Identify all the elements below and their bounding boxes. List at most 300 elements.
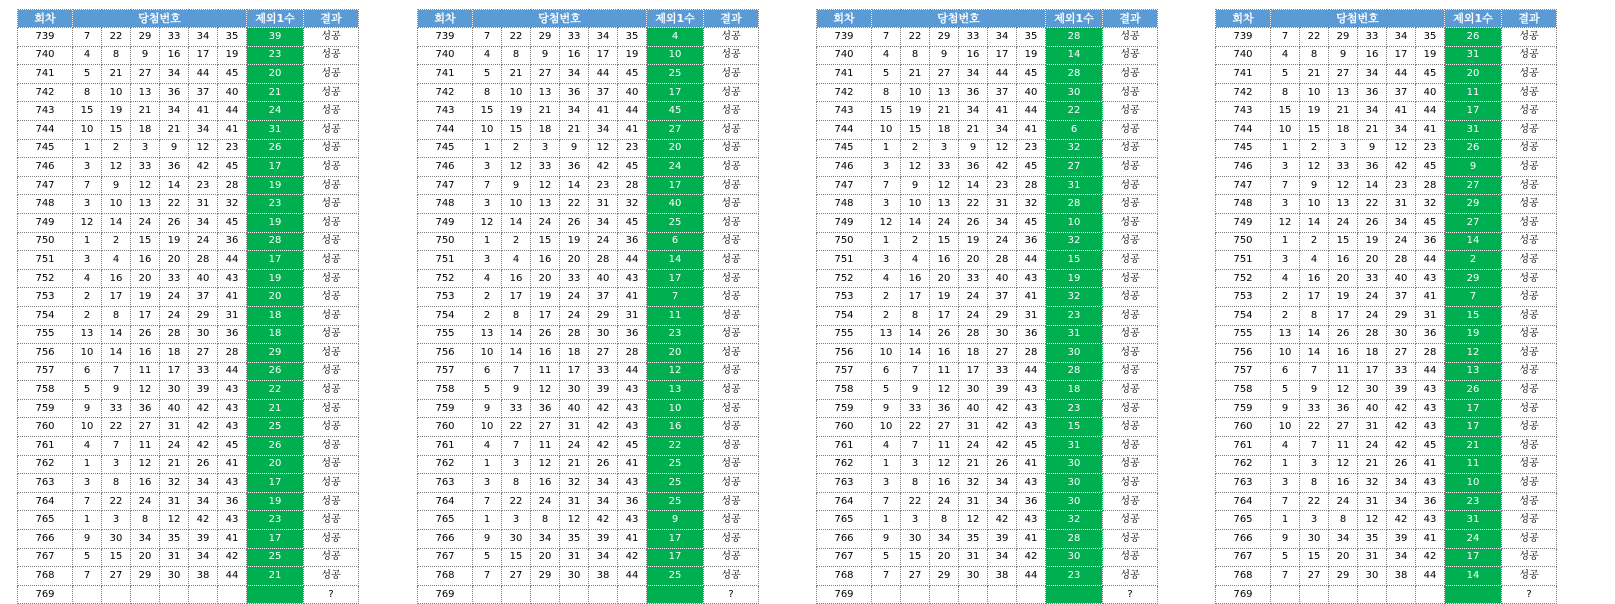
result-cell[interactable]: 성공	[704, 548, 759, 567]
number-cell[interactable]: 12	[1271, 213, 1300, 232]
number-cell[interactable]: 28	[1358, 325, 1387, 344]
number-cell[interactable]: 36	[160, 83, 189, 102]
number-cell[interactable]: 34	[1387, 120, 1416, 139]
number-cell[interactable]: 27	[131, 65, 160, 84]
result-cell[interactable]: 성공	[304, 232, 359, 251]
result-cell[interactable]: 성공	[304, 492, 359, 511]
number-cell[interactable]: 7	[73, 567, 102, 586]
number-cell[interactable]: 36	[1358, 83, 1387, 102]
result-cell[interactable]: 성공	[1502, 474, 1557, 493]
round-cell[interactable]: 755	[1216, 325, 1271, 344]
number-cell[interactable]: 14	[1300, 213, 1329, 232]
number-cell[interactable]: 45	[218, 437, 247, 456]
exclude-cell[interactable]: 17	[647, 530, 704, 549]
round-cell[interactable]: 765	[18, 511, 73, 530]
number-cell[interactable]: 28	[988, 251, 1017, 270]
result-cell[interactable]: 성공	[1502, 306, 1557, 325]
result-cell[interactable]: 성공	[1502, 83, 1557, 102]
number-cell[interactable]	[131, 585, 160, 604]
round-cell[interactable]: 746	[418, 158, 473, 177]
number-cell[interactable]: 24	[131, 492, 160, 511]
exclude-cell[interactable]: 28	[1046, 65, 1103, 84]
number-cell[interactable]: 34	[1387, 492, 1416, 511]
result-cell[interactable]: ?	[304, 585, 359, 604]
round-cell[interactable]: 760	[1216, 418, 1271, 437]
exclude-cell[interactable]: 39	[247, 28, 304, 47]
result-cell[interactable]: 성공	[304, 28, 359, 47]
number-cell[interactable]: 13	[473, 325, 502, 344]
exclude-cell[interactable]: 20	[1445, 65, 1502, 84]
number-cell[interactable]: 9	[930, 46, 959, 65]
round-cell[interactable]: 756	[418, 344, 473, 363]
round-cell[interactable]: 764	[1216, 492, 1271, 511]
exclude-cell[interactable]: 23	[247, 511, 304, 530]
exclude-cell[interactable]: 23	[1046, 399, 1103, 418]
result-cell[interactable]: 성공	[1502, 418, 1557, 437]
number-cell[interactable]: 39	[189, 530, 218, 549]
number-cell[interactable]: 17	[560, 362, 589, 381]
number-cell[interactable]: 34	[1329, 530, 1358, 549]
result-cell[interactable]: 성공	[304, 344, 359, 363]
number-cell[interactable]: 31	[1017, 306, 1046, 325]
number-cell[interactable]: 13	[1329, 195, 1358, 214]
number-cell[interactable]: 3	[473, 195, 502, 214]
exclude-cell[interactable]: 17	[247, 158, 304, 177]
round-cell[interactable]: 760	[418, 418, 473, 437]
number-cell[interactable]: 41	[1387, 102, 1416, 121]
number-cell[interactable]: 43	[618, 511, 647, 530]
number-cell[interactable]: 40	[160, 399, 189, 418]
number-cell[interactable]: 20	[131, 548, 160, 567]
number-cell[interactable]: 42	[189, 418, 218, 437]
round-cell[interactable]: 767	[418, 548, 473, 567]
number-cell[interactable]: 11	[930, 362, 959, 381]
number-cell[interactable]: 13	[531, 195, 560, 214]
number-cell[interactable]: 26	[1329, 325, 1358, 344]
number-cell[interactable]: 7	[502, 362, 531, 381]
number-cell[interactable]: 3	[872, 474, 901, 493]
result-cell[interactable]: 성공	[1103, 251, 1158, 270]
result-cell[interactable]: 성공	[304, 455, 359, 474]
result-cell[interactable]: 성공	[304, 65, 359, 84]
number-cell[interactable]: 35	[218, 28, 247, 47]
result-cell[interactable]: 성공	[704, 399, 759, 418]
round-cell[interactable]: 741	[1216, 65, 1271, 84]
number-cell[interactable]: 16	[901, 269, 930, 288]
number-cell[interactable]: 11	[1329, 437, 1358, 456]
number-cell[interactable]: 28	[618, 176, 647, 195]
number-cell[interactable]: 4	[1271, 46, 1300, 65]
number-cell[interactable]: 39	[988, 381, 1017, 400]
number-cell[interactable]: 2	[502, 232, 531, 251]
number-cell[interactable]: 8	[502, 46, 531, 65]
round-cell[interactable]: 745	[18, 139, 73, 158]
number-cell[interactable]: 42	[988, 399, 1017, 418]
number-cell[interactable]: 36	[218, 492, 247, 511]
number-cell[interactable]: 30	[1358, 567, 1387, 586]
number-cell[interactable]: 6	[1271, 362, 1300, 381]
number-cell[interactable]: 18	[930, 120, 959, 139]
number-cell[interactable]: 7	[473, 176, 502, 195]
number-cell[interactable]: 40	[560, 399, 589, 418]
number-cell[interactable]: 17	[988, 46, 1017, 65]
number-cell[interactable]: 24	[1358, 306, 1387, 325]
number-cell[interactable]: 12	[531, 176, 560, 195]
number-cell[interactable]: 22	[102, 28, 131, 47]
number-cell[interactable]: 44	[1416, 251, 1445, 270]
number-cell[interactable]: 36	[1017, 325, 1046, 344]
number-cell[interactable]: 12	[930, 176, 959, 195]
number-cell[interactable]: 2	[73, 306, 102, 325]
round-cell[interactable]: 757	[817, 362, 872, 381]
number-cell[interactable]: 14	[901, 213, 930, 232]
number-cell[interactable]: 43	[618, 269, 647, 288]
exclude-cell[interactable]: 13	[1445, 362, 1502, 381]
round-cell[interactable]: 758	[18, 381, 73, 400]
number-cell[interactable]: 5	[1271, 381, 1300, 400]
number-cell[interactable]: 40	[189, 269, 218, 288]
number-cell[interactable]: 8	[102, 46, 131, 65]
exclude-cell[interactable]: 18	[247, 325, 304, 344]
number-cell[interactable]: 29	[189, 306, 218, 325]
round-cell[interactable]: 759	[817, 399, 872, 418]
number-cell[interactable]: 1	[473, 455, 502, 474]
result-cell[interactable]: 성공	[304, 530, 359, 549]
number-cell[interactable]: 40	[1358, 399, 1387, 418]
number-cell[interactable]: 16	[930, 344, 959, 363]
number-cell[interactable]: 8	[901, 474, 930, 493]
number-cell[interactable]: 31	[560, 418, 589, 437]
number-cell[interactable]: 34	[589, 120, 618, 139]
number-cell[interactable]: 15	[73, 102, 102, 121]
number-cell[interactable]: 45	[618, 213, 647, 232]
round-cell[interactable]: 766	[18, 530, 73, 549]
number-cell[interactable]: 7	[1271, 176, 1300, 195]
number-cell[interactable]	[1300, 585, 1329, 604]
number-cell[interactable]: 17	[1329, 306, 1358, 325]
number-cell[interactable]: 14	[1358, 176, 1387, 195]
number-cell[interactable]: 5	[872, 381, 901, 400]
number-cell[interactable]: 34	[189, 474, 218, 493]
number-cell[interactable]: 23	[189, 176, 218, 195]
number-cell[interactable]: 29	[589, 306, 618, 325]
number-cell[interactable]: 4	[901, 251, 930, 270]
exclude-cell[interactable]: 17	[1445, 399, 1502, 418]
number-cell[interactable]: 12	[189, 139, 218, 158]
number-cell[interactable]: 22	[102, 418, 131, 437]
number-cell[interactable]: 5	[473, 381, 502, 400]
exclude-cell[interactable]: 30	[1046, 83, 1103, 102]
number-cell[interactable]: 4	[73, 269, 102, 288]
number-cell[interactable]: 24	[531, 213, 560, 232]
exclude-cell[interactable]: 31	[1445, 120, 1502, 139]
number-cell[interactable]: 11	[930, 437, 959, 456]
number-cell[interactable]: 34	[1387, 474, 1416, 493]
number-cell[interactable]: 34	[160, 65, 189, 84]
number-cell[interactable]: 27	[189, 344, 218, 363]
number-cell[interactable]: 44	[218, 251, 247, 270]
number-cell[interactable]: 2	[1300, 232, 1329, 251]
number-cell[interactable]: 4	[1271, 437, 1300, 456]
exclude-cell[interactable]: 21	[1445, 437, 1502, 456]
number-cell[interactable]: 8	[102, 474, 131, 493]
number-cell[interactable]	[959, 585, 988, 604]
number-cell[interactable]: 34	[589, 548, 618, 567]
result-cell[interactable]: 성공	[1103, 511, 1158, 530]
number-cell[interactable]: 12	[102, 158, 131, 177]
number-cell[interactable]: 27	[1329, 418, 1358, 437]
exclude-cell[interactable]: 4	[647, 28, 704, 47]
round-cell[interactable]: 762	[1216, 455, 1271, 474]
number-cell[interactable]: 14	[1300, 325, 1329, 344]
number-cell[interactable]: 45	[1416, 158, 1445, 177]
exclude-cell[interactable]: 24	[647, 158, 704, 177]
number-cell[interactable]: 35	[160, 530, 189, 549]
number-cell[interactable]: 34	[189, 213, 218, 232]
number-cell[interactable]: 29	[1387, 306, 1416, 325]
number-cell[interactable]: 14	[102, 325, 131, 344]
number-cell[interactable]	[189, 585, 218, 604]
number-cell[interactable]: 44	[1416, 362, 1445, 381]
round-cell[interactable]: 753	[1216, 288, 1271, 307]
number-cell[interactable]: 30	[160, 567, 189, 586]
number-cell[interactable]: 33	[1300, 399, 1329, 418]
number-cell[interactable]: 44	[1017, 251, 1046, 270]
number-cell[interactable]: 34	[589, 28, 618, 47]
number-cell[interactable]: 7	[872, 176, 901, 195]
result-cell[interactable]: 성공	[304, 139, 359, 158]
number-cell[interactable]: 26	[988, 455, 1017, 474]
number-cell[interactable]: 44	[618, 102, 647, 121]
exclude-cell[interactable]: 32	[1046, 232, 1103, 251]
number-cell[interactable]: 26	[531, 325, 560, 344]
number-cell[interactable]: 2	[872, 306, 901, 325]
number-cell[interactable]: 15	[531, 232, 560, 251]
exclude-cell[interactable]: 10	[1445, 474, 1502, 493]
number-cell[interactable]: 7	[1300, 362, 1329, 381]
round-cell[interactable]: 739	[1216, 28, 1271, 47]
number-cell[interactable]: 10	[872, 418, 901, 437]
exclude-cell[interactable]: 17	[647, 548, 704, 567]
number-cell[interactable]: 14	[160, 176, 189, 195]
number-cell[interactable]: 19	[560, 232, 589, 251]
number-cell[interactable]: 1	[73, 455, 102, 474]
round-cell[interactable]: 764	[18, 492, 73, 511]
number-cell[interactable]: 19	[102, 102, 131, 121]
number-cell[interactable]	[73, 585, 102, 604]
result-cell[interactable]: ?	[1103, 585, 1158, 604]
number-cell[interactable]: 41	[1416, 530, 1445, 549]
round-cell[interactable]: 758	[817, 381, 872, 400]
number-cell[interactable]: 7	[872, 28, 901, 47]
number-cell[interactable]: 43	[218, 474, 247, 493]
number-cell[interactable]: 16	[560, 46, 589, 65]
round-cell[interactable]: 748	[817, 195, 872, 214]
exclude-cell[interactable]: 11	[1445, 83, 1502, 102]
round-cell[interactable]: 740	[1216, 46, 1271, 65]
exclude-cell[interactable]: 7	[1445, 288, 1502, 307]
number-cell[interactable]: 23	[618, 139, 647, 158]
number-cell[interactable]: 21	[131, 102, 160, 121]
number-cell[interactable]: 12	[901, 158, 930, 177]
exclude-cell[interactable]: 26	[1445, 28, 1502, 47]
number-cell[interactable]: 20	[131, 269, 160, 288]
number-cell[interactable]: 33	[502, 399, 531, 418]
round-cell[interactable]: 769	[18, 585, 73, 604]
number-cell[interactable]: 16	[959, 46, 988, 65]
number-cell[interactable]: 39	[189, 381, 218, 400]
number-cell[interactable]: 36	[131, 399, 160, 418]
number-cell[interactable]: 27	[1387, 344, 1416, 363]
number-cell[interactable]: 31	[218, 306, 247, 325]
number-cell[interactable]: 7	[872, 567, 901, 586]
number-cell[interactable]: 30	[901, 530, 930, 549]
exclude-cell[interactable]: 26	[1445, 139, 1502, 158]
number-cell[interactable]: 42	[189, 437, 218, 456]
number-cell[interactable]	[502, 585, 531, 604]
round-cell[interactable]: 751	[817, 251, 872, 270]
number-cell[interactable]: 22	[102, 492, 131, 511]
number-cell[interactable]: 4	[1300, 251, 1329, 270]
exclude-cell[interactable]: 15	[1046, 251, 1103, 270]
exclude-cell[interactable]: 32	[1046, 511, 1103, 530]
round-cell[interactable]: 753	[817, 288, 872, 307]
number-cell[interactable]: 42	[618, 548, 647, 567]
number-cell[interactable]: 28	[959, 325, 988, 344]
number-cell[interactable]: 32	[1358, 474, 1387, 493]
result-cell[interactable]: 성공	[1502, 492, 1557, 511]
number-cell[interactable]: 4	[473, 269, 502, 288]
result-cell[interactable]: 성공	[704, 530, 759, 549]
number-cell[interactable]: 16	[131, 251, 160, 270]
number-cell[interactable]: 43	[1017, 474, 1046, 493]
number-cell[interactable]: 41	[218, 455, 247, 474]
result-cell[interactable]: 성공	[1502, 530, 1557, 549]
result-cell[interactable]: 성공	[704, 269, 759, 288]
round-cell[interactable]: 739	[418, 28, 473, 47]
number-cell[interactable]: 4	[872, 437, 901, 456]
number-cell[interactable]: 4	[872, 269, 901, 288]
number-cell[interactable]: 12	[160, 511, 189, 530]
exclude-cell[interactable]: 6	[647, 232, 704, 251]
result-cell[interactable]: 성공	[1502, 455, 1557, 474]
number-cell[interactable]: 19	[502, 102, 531, 121]
number-cell[interactable]: 12	[131, 381, 160, 400]
number-cell[interactable]: 26	[560, 213, 589, 232]
number-cell[interactable]: 43	[218, 511, 247, 530]
result-cell[interactable]: 성공	[704, 455, 759, 474]
number-cell[interactable]: 26	[1358, 213, 1387, 232]
number-cell[interactable]: 28	[218, 176, 247, 195]
number-cell[interactable]	[531, 585, 560, 604]
number-cell[interactable]: 11	[131, 437, 160, 456]
number-cell[interactable]: 1	[872, 511, 901, 530]
exclude-cell[interactable]: 12	[647, 362, 704, 381]
number-cell[interactable]: 3	[1271, 195, 1300, 214]
round-cell[interactable]: 744	[817, 120, 872, 139]
number-cell[interactable]: 11	[1329, 362, 1358, 381]
number-cell[interactable]: 20	[959, 251, 988, 270]
number-cell[interactable]: 42	[589, 437, 618, 456]
number-cell[interactable]: 34	[589, 492, 618, 511]
exclude-cell[interactable]: 14	[647, 251, 704, 270]
number-cell[interactable]	[1387, 585, 1416, 604]
number-cell[interactable]: 8	[1300, 306, 1329, 325]
result-cell[interactable]: 성공	[704, 362, 759, 381]
number-cell[interactable]: 33	[1387, 362, 1416, 381]
result-cell[interactable]: 성공	[304, 288, 359, 307]
number-cell[interactable]: 44	[1387, 65, 1416, 84]
number-cell[interactable]: 9	[502, 176, 531, 195]
number-cell[interactable]: 43	[1416, 399, 1445, 418]
result-cell[interactable]: 성공	[304, 213, 359, 232]
exclude-cell[interactable]: 17	[647, 176, 704, 195]
result-cell[interactable]: 성공	[1502, 176, 1557, 195]
number-cell[interactable]: 20	[560, 251, 589, 270]
result-cell[interactable]: 성공	[1103, 46, 1158, 65]
number-cell[interactable]: 41	[218, 288, 247, 307]
number-cell[interactable]: 40	[959, 399, 988, 418]
result-cell[interactable]: 성공	[1103, 530, 1158, 549]
number-cell[interactable]: 15	[1300, 120, 1329, 139]
exclude-cell[interactable]: 11	[647, 306, 704, 325]
number-cell[interactable]: 1	[1271, 232, 1300, 251]
round-cell[interactable]: 743	[1216, 102, 1271, 121]
number-cell[interactable]	[102, 585, 131, 604]
number-cell[interactable]: 9	[473, 530, 502, 549]
result-cell[interactable]: 성공	[704, 567, 759, 586]
result-cell[interactable]: 성공	[1103, 362, 1158, 381]
exclude-cell[interactable]: 31	[1046, 176, 1103, 195]
number-cell[interactable]: 14	[901, 344, 930, 363]
number-cell[interactable]: 30	[988, 325, 1017, 344]
number-cell[interactable]: 44	[618, 567, 647, 586]
round-cell[interactable]: 746	[1216, 158, 1271, 177]
number-cell[interactable]: 7	[1271, 492, 1300, 511]
number-cell[interactable]: 42	[1416, 548, 1445, 567]
exclude-cell[interactable]: 27	[1445, 213, 1502, 232]
number-cell[interactable]: 19	[531, 288, 560, 307]
number-cell[interactable]: 43	[1017, 399, 1046, 418]
round-cell[interactable]: 768	[418, 567, 473, 586]
number-cell[interactable]: 15	[102, 120, 131, 139]
exclude-cell[interactable]: 19	[1445, 325, 1502, 344]
exclude-cell[interactable]: 18	[247, 306, 304, 325]
number-cell[interactable]	[618, 585, 647, 604]
number-cell[interactable]: 9	[160, 139, 189, 158]
number-cell[interactable]: 4	[502, 251, 531, 270]
number-cell[interactable]: 44	[618, 362, 647, 381]
number-cell[interactable]: 15	[930, 232, 959, 251]
number-cell[interactable]: 8	[930, 511, 959, 530]
number-cell[interactable]: 12	[1329, 176, 1358, 195]
number-cell[interactable]: 21	[160, 120, 189, 139]
round-cell[interactable]: 761	[18, 437, 73, 456]
number-cell[interactable]: 26	[930, 325, 959, 344]
number-cell[interactable]: 7	[102, 362, 131, 381]
number-cell[interactable]: 12	[502, 158, 531, 177]
number-cell[interactable]: 43	[218, 399, 247, 418]
number-cell[interactable]: 43	[618, 381, 647, 400]
number-cell[interactable]: 7	[872, 492, 901, 511]
number-cell[interactable]: 31	[1358, 418, 1387, 437]
number-cell[interactable]	[872, 585, 901, 604]
result-cell[interactable]: 성공	[1502, 158, 1557, 177]
exclude-cell[interactable]: 20	[247, 65, 304, 84]
number-cell[interactable]: 22	[901, 418, 930, 437]
number-cell[interactable]: 19	[1416, 46, 1445, 65]
result-cell[interactable]: 성공	[304, 418, 359, 437]
